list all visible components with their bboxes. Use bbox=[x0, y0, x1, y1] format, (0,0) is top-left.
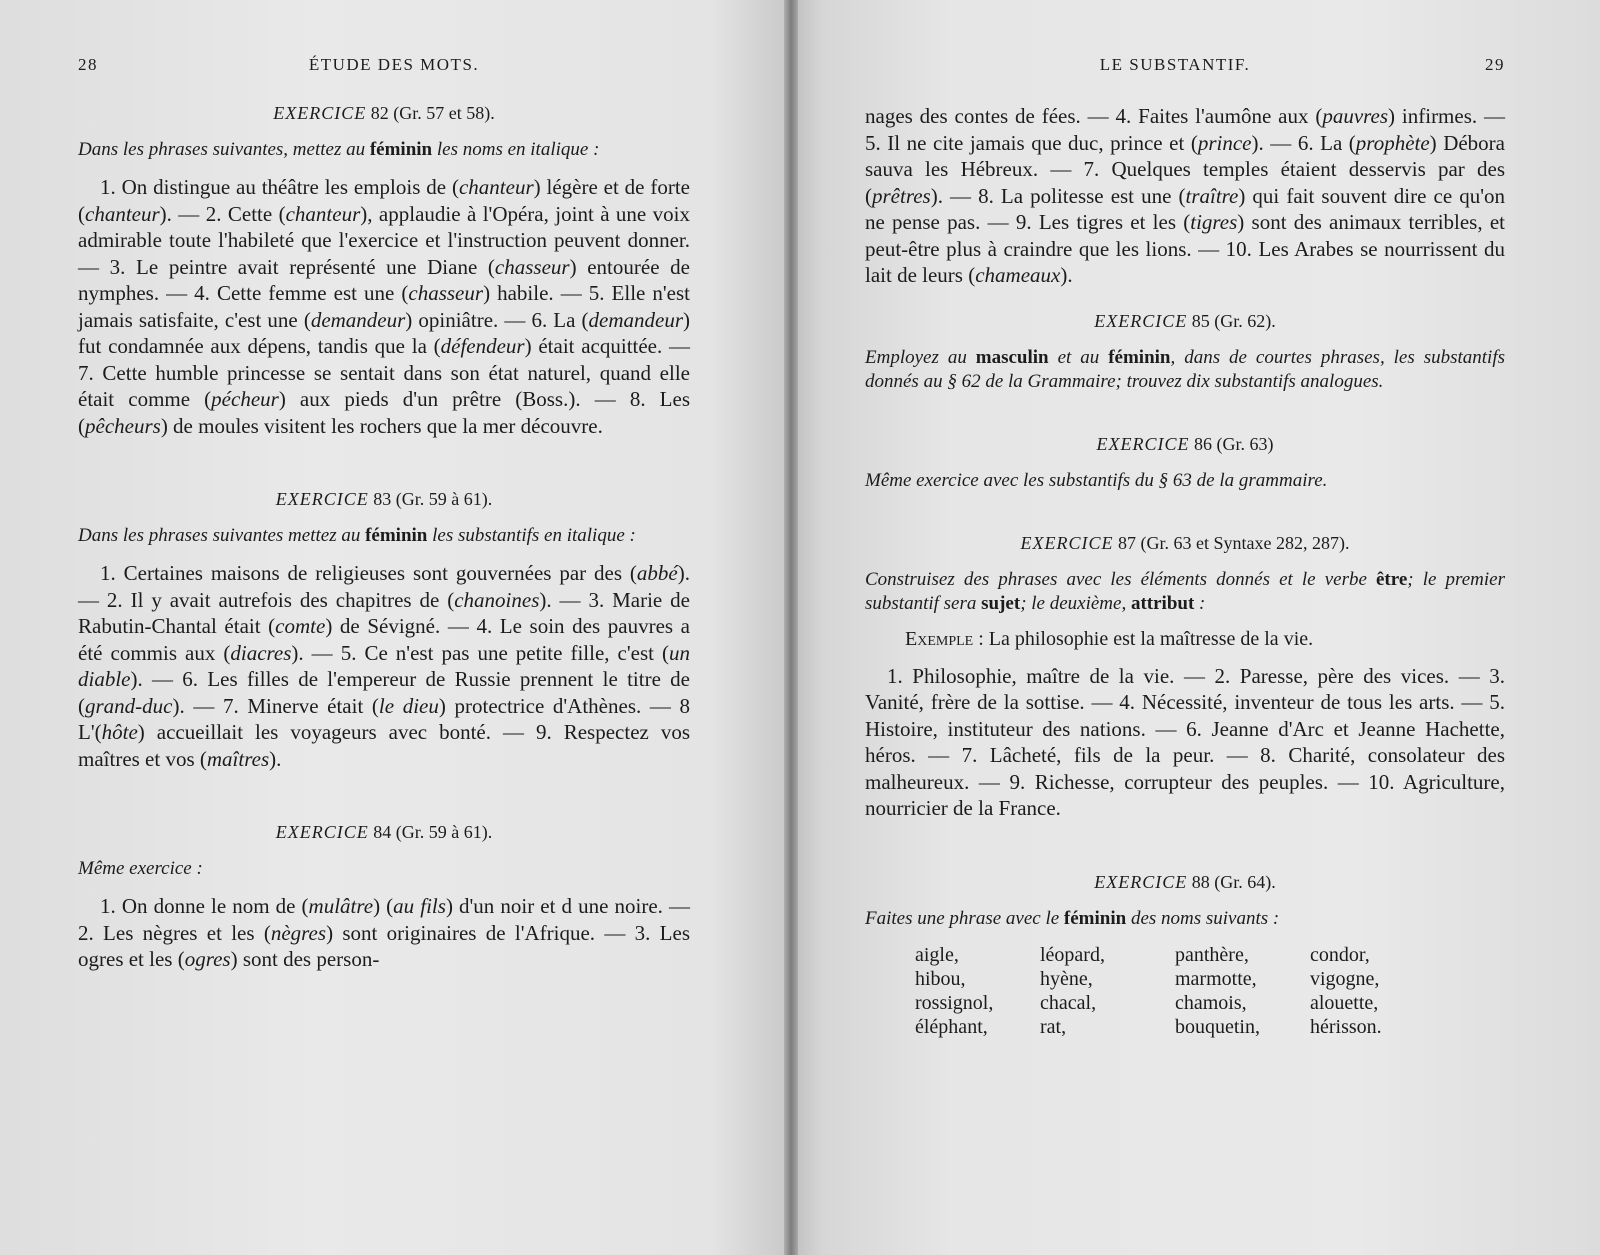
exercise-word: EXERCICE bbox=[275, 822, 369, 842]
body-run: mulâtre bbox=[308, 894, 374, 918]
exercise-title bbox=[865, 434, 1505, 455]
body-run: grand-duc bbox=[85, 693, 173, 718]
instruction-run: être bbox=[1376, 568, 1408, 590]
body-run: ) de moules visitent les rochers que la mer découvre. bbox=[160, 413, 603, 438]
exercise-word: EXERCICE bbox=[1020, 532, 1114, 553]
right-content bbox=[865, 103, 1505, 1039]
right-page bbox=[790, 0, 1600, 1255]
continuation-text bbox=[865, 103, 1505, 289]
example-label: Exemple bbox=[905, 627, 974, 650]
instruction-run: Employez au bbox=[865, 346, 976, 368]
body-run: 1. Philosophie, maître de la vie. — 2. Paresse, père des vices. — 3. Vanité, frère de la sottise. — 4. Nécessité, inventeur de tous les arts. — 5. Histoire, instituteur des nations. — 6. Jeanne d'Arc et Jeanne Hachette, héros. — 7. Lâcheté, fils de la peur. — 8. Charité, consolateur des malheureux. — 9. Richesse, corrupteur des peuples. — 10. Agriculture, nourricier de la France. bbox=[865, 663, 1505, 820]
book-gutter bbox=[784, 0, 798, 1255]
body-run: diacres bbox=[230, 640, 292, 665]
word-item: hérisson. bbox=[1310, 1015, 1382, 1038]
exercise-title bbox=[865, 311, 1505, 332]
instruction-run: attribut bbox=[1130, 592, 1195, 614]
body-run: ) opiniâtre. — 6. La ( bbox=[405, 307, 589, 332]
word-item: vigogne, bbox=[1310, 967, 1380, 990]
left-running-head bbox=[78, 55, 690, 75]
instruction-run: Dans les phrases suivantes, mettez au bbox=[78, 139, 370, 160]
exercise-ref: 84 (Gr. 59 à 61). bbox=[368, 822, 493, 842]
body-run: demandeur bbox=[588, 307, 683, 332]
body-run: comte bbox=[275, 614, 326, 638]
exercise-title bbox=[865, 533, 1505, 554]
body-run: ). — 5. Ce n'est pas une petite fille, c'est ( bbox=[291, 640, 669, 665]
exercise-ref: 88 (Gr. 64). bbox=[1187, 871, 1276, 892]
continuation-run: chameaux bbox=[975, 263, 1061, 287]
exercise-instruction bbox=[865, 469, 1505, 493]
right-page-number: 29 bbox=[1485, 55, 1505, 74]
instruction-run: Même exercice avec les substantifs du § 63 de la grammaire. bbox=[865, 469, 1328, 491]
body-run: ) habile. — 5. Elle n'est jamais satisfaite, c'est une ( bbox=[78, 281, 691, 332]
body-run: chanteur bbox=[458, 175, 534, 199]
body-run: ) ( bbox=[373, 894, 394, 918]
word-item: bouquetin, bbox=[1175, 1015, 1260, 1038]
body-run: ). — 6. Les filles de l'empereur de Russie prennent le titre de ( bbox=[78, 667, 690, 718]
exercise-word: EXERCICE bbox=[275, 489, 369, 509]
left-content bbox=[78, 103, 690, 973]
body-run: ogres bbox=[184, 947, 231, 971]
body-run: défendeur bbox=[440, 334, 525, 358]
body-run: 1. On donne le nom de ( bbox=[100, 894, 309, 918]
exercise-word: EXERCICE bbox=[1094, 310, 1188, 331]
exercise-instruction bbox=[78, 138, 690, 162]
exercise-ref: 82 (Gr. 57 et 58). bbox=[366, 103, 495, 123]
spacer bbox=[865, 505, 1505, 519]
exercise-instruction bbox=[865, 346, 1505, 394]
body-run: ). — 2. Cette ( bbox=[159, 201, 286, 226]
body-run: ) aux pieds d'un prêtre (Boss.). — 8. Les ( bbox=[78, 387, 690, 438]
body-run: demandeur bbox=[310, 307, 406, 332]
spacer bbox=[865, 406, 1505, 420]
example-text: : La philosophie est la maîtresse de la vie. bbox=[973, 627, 1314, 650]
body-run: ) de Sévigné. — 4. Le soin des pauvres a été commis aux ( bbox=[78, 614, 690, 665]
word-item: panthère, bbox=[1175, 943, 1249, 966]
exercise-body bbox=[865, 663, 1505, 822]
continuation-run: ). — 6. La ( bbox=[1251, 130, 1356, 155]
continuation-run: ) qui fait souvent dire ce qu'on ne pense pas. — 9. Les tigres et les ( bbox=[865, 183, 1505, 234]
word-item: chacal, bbox=[1040, 991, 1097, 1014]
left-page-number: 28 bbox=[78, 55, 98, 74]
body-run: chasseur bbox=[494, 254, 570, 279]
instruction-run: , dans de courtes phrases, les substantifs donnés au § 62 de la Grammaire; trouvez dix substantifs analogues. bbox=[865, 346, 1505, 392]
continuation-run: prophète bbox=[1355, 130, 1430, 155]
body-run: hôte bbox=[101, 720, 138, 744]
word-item: hibou, bbox=[915, 967, 966, 990]
exercise-instruction bbox=[865, 907, 1505, 931]
word-item: léopard, bbox=[1040, 943, 1105, 966]
body-run: ) fut condamnée aux dépens, tandis que la ( bbox=[78, 307, 690, 358]
word-item: aigle, bbox=[915, 943, 959, 966]
body-run: chanteur bbox=[85, 201, 160, 226]
word-item: chamois, bbox=[1175, 991, 1247, 1014]
body-run: 1. On distingue au théâtre les emplois de ( bbox=[100, 175, 459, 199]
exercise-instruction bbox=[78, 857, 690, 881]
body-run: le dieu bbox=[378, 693, 439, 718]
instruction-run: ; le premier substantif sera bbox=[865, 568, 1505, 614]
instruction-run: Dans les phrases suivantes mettez au bbox=[78, 525, 366, 546]
body-run: un diable bbox=[78, 640, 690, 691]
exercise-body bbox=[78, 174, 690, 439]
exercise-word: EXERCICE bbox=[1096, 433, 1190, 454]
body-run: chasseur bbox=[408, 281, 484, 305]
body-run: nègres bbox=[270, 920, 327, 945]
exercise-instruction bbox=[865, 568, 1505, 616]
spacer bbox=[78, 461, 690, 475]
continuation-run: traître bbox=[1185, 183, 1239, 208]
exercise-ref: 83 (Gr. 59 à 61). bbox=[368, 489, 493, 509]
continuation-run: ). bbox=[1060, 263, 1073, 287]
word-item: hyène, bbox=[1040, 967, 1093, 990]
body-run: ) sont des person- bbox=[230, 947, 380, 971]
exercise-title bbox=[78, 489, 690, 510]
body-run: 1. Certaines maisons de religieuses sont gouvernées par des ( bbox=[100, 561, 637, 585]
continuation-run: nages des contes de fées. — 4. Faites l'aumône aux ( bbox=[865, 104, 1323, 128]
body-run: pécheur bbox=[211, 387, 279, 411]
continuation-run: prince bbox=[1197, 130, 1252, 155]
body-run: ) entourée de nymphes. — 4. Cette femme est une ( bbox=[78, 254, 690, 305]
body-run: chanteur bbox=[285, 201, 361, 226]
body-run: ) légère et de forte ( bbox=[78, 175, 691, 226]
instruction-run: : bbox=[1194, 592, 1206, 614]
exercise-title bbox=[865, 872, 1505, 893]
right-running-title: LE SUBSTANTIF. bbox=[1099, 55, 1251, 74]
body-run: ) était acquittée. — 7. Cette humble princesse se sentait dans son état naturel, quand elle était comme ( bbox=[78, 334, 690, 411]
body-run: ). — 2. Il y avait autrefois des chapitres de ( bbox=[78, 561, 690, 612]
continuation-run: ) sont des animaux terribles, et peut-être plus à craindre que les lions. — 10. Les Arabes se nourrissent du lait de leurs ( bbox=[865, 210, 1505, 287]
word-item: marmotte, bbox=[1175, 967, 1257, 990]
instruction-run: des noms suivants : bbox=[1126, 907, 1280, 929]
instruction-run: féminin bbox=[369, 139, 433, 160]
spacer bbox=[865, 844, 1505, 858]
exercise-word: EXERCICE bbox=[1094, 871, 1188, 892]
instruction-run: Même exercice : bbox=[78, 858, 203, 879]
instruction-run: sujet bbox=[981, 592, 1021, 614]
body-run: maîtres bbox=[206, 746, 270, 771]
continuation-run: ) infirmes. — 5. Il ne cite jamais que duc, prince et ( bbox=[865, 104, 1506, 155]
exercise-body bbox=[78, 560, 690, 772]
exercise-ref: 85 (Gr. 62). bbox=[1187, 310, 1276, 331]
exercise-title bbox=[78, 822, 690, 843]
word-item: condor, bbox=[1310, 943, 1370, 966]
body-run: ) sont originaires de l'Afrique. — 3. Les ogres et les ( bbox=[78, 920, 691, 971]
body-run: ). bbox=[269, 746, 282, 771]
right-running-head bbox=[865, 55, 1505, 75]
instruction-run: ; le deuxième, bbox=[1020, 592, 1131, 614]
body-run: ). — 7. Minerve était ( bbox=[172, 693, 379, 718]
exercise-ref: 86 (Gr. 63) bbox=[1189, 433, 1274, 454]
word-item: éléphant, bbox=[915, 1015, 988, 1038]
exercise-body bbox=[78, 893, 690, 973]
body-run: ), applaudie à l'Opéra, joint à une voix admirable toute l'habileté que l'exercice et l'instruction peuvent donner. — 3. Le peintre avait représenté une Diane ( bbox=[78, 201, 690, 279]
instruction-run: et au bbox=[1048, 346, 1109, 368]
exercise-title bbox=[78, 103, 690, 124]
body-run: au fils bbox=[393, 894, 446, 918]
instruction-run: Construisez des phrases avec les éléments donnés et le verbe bbox=[865, 568, 1376, 590]
instruction-run: les noms en italique : bbox=[432, 139, 600, 160]
exercise-ref: 87 (Gr. 63 et Syntaxe 282, 287). bbox=[1113, 532, 1350, 553]
body-run: chanoines bbox=[454, 587, 540, 612]
continuation-run: prêtres bbox=[872, 183, 931, 208]
body-run: ) protectrice d'Athènes. — 8 L'( bbox=[78, 693, 691, 744]
body-run: abbé bbox=[636, 561, 678, 585]
exercise-example bbox=[905, 628, 1505, 651]
left-page bbox=[0, 0, 790, 1255]
body-run: ) d'un noir et d une noire. — 2. Les nègres et les ( bbox=[78, 894, 690, 945]
body-run: ). — 3. Marie de Rabutin-Chantal était ( bbox=[78, 587, 690, 638]
continuation-run: ). — 8. La politesse est une ( bbox=[930, 183, 1186, 208]
left-running-title: ÉTUDE DES MOTS. bbox=[308, 55, 480, 74]
exercise-instruction bbox=[78, 524, 690, 548]
body-run: pêcheurs bbox=[85, 413, 161, 438]
word-grid bbox=[915, 943, 1505, 1039]
instruction-run: féminin bbox=[1063, 907, 1127, 929]
instruction-run: masculin bbox=[975, 346, 1049, 368]
continuation-run: pauvres bbox=[1322, 104, 1389, 128]
word-item: rossignol, bbox=[915, 991, 994, 1014]
instruction-run: les substantifs en italique : bbox=[427, 525, 636, 546]
instruction-run: Faites une phrase avec le bbox=[865, 907, 1064, 929]
instruction-run: féminin bbox=[1108, 346, 1171, 368]
body-run: ) accueillait les voyageurs avec bonté. — 9. Respectez vos maîtres et vos ( bbox=[78, 720, 690, 771]
continuation-run: tigres bbox=[1190, 210, 1238, 234]
word-item: alouette, bbox=[1310, 991, 1379, 1014]
continuation-run: ) Débora sauva les Hébreux. — 7. Quelques temples étaient desservis par des ( bbox=[865, 130, 1506, 208]
spacer bbox=[78, 794, 690, 808]
instruction-run: féminin bbox=[365, 525, 428, 546]
exercise-word: EXERCICE bbox=[273, 103, 367, 123]
word-item: rat, bbox=[1040, 1015, 1067, 1038]
